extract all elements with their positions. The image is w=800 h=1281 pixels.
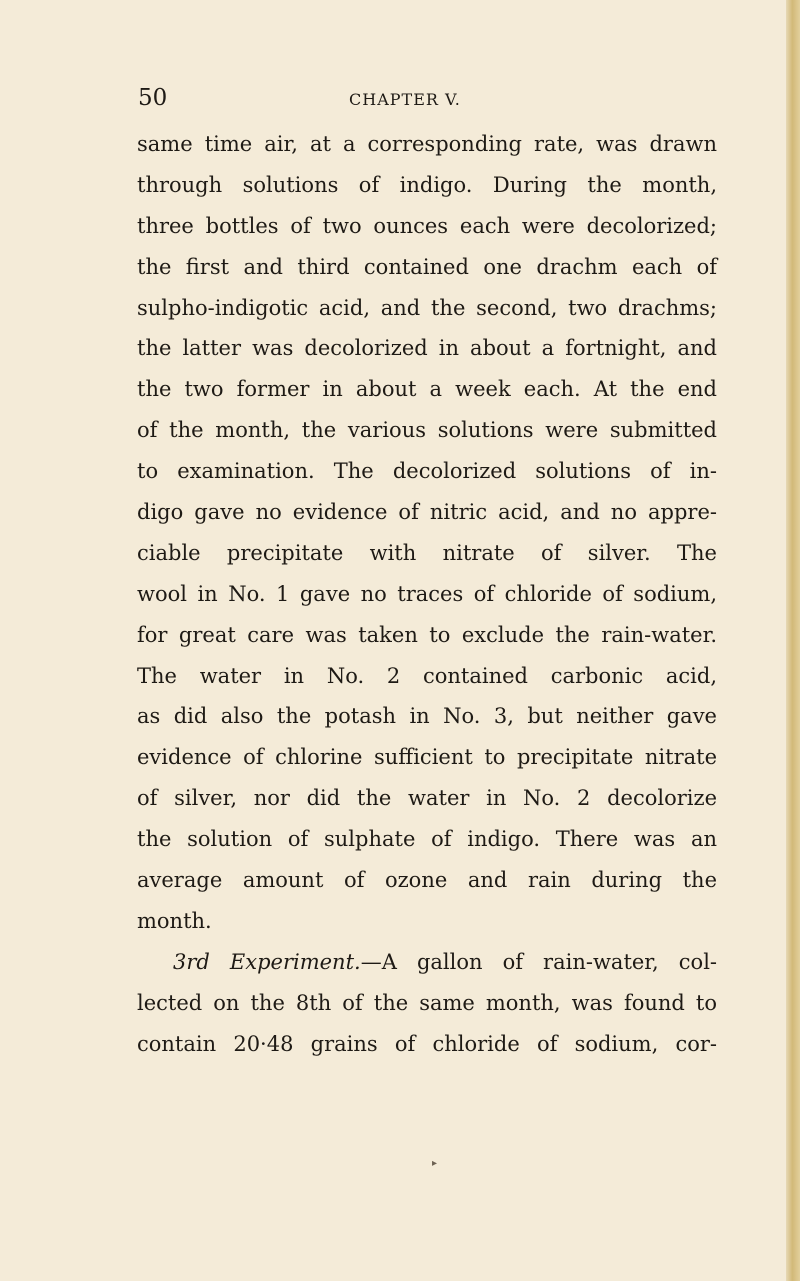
experiment-line	[137, 942, 717, 983]
page-number: 50	[138, 85, 168, 111]
text-line: month.	[137, 908, 212, 933]
text-line: digo gave no evidence of nitric acid, and no appre-	[137, 500, 717, 525]
text-line: the first and third contained one drachm each of	[137, 254, 717, 279]
text-line: sulpho-indigotic acid, and the second, two drachms;	[137, 295, 717, 320]
experiment-line-rest: —A gallon of rain-water, col-	[360, 949, 718, 974]
text-line: same time air, at a corresponding rate, was drawn	[137, 132, 717, 156]
text-line: average amount of ozone and rain during the	[137, 868, 717, 893]
experiment-heading: 3rd Experiment.	[173, 949, 361, 974]
text-line: ciable precipitate with nitrate of silver. The	[137, 540, 717, 565]
text-line: evidence of chlorine sufficient to precipitate nitrate	[137, 745, 717, 770]
text-line: the latter was decolorized in about a fortnight, and	[137, 336, 717, 361]
text-line: wool in No. 1 gave no traces of chloride of sodium,	[137, 581, 717, 606]
page-gutter-edge	[786, 0, 800, 1281]
text-line: through solutions of indigo. During the month,	[137, 172, 717, 197]
stray-print-mark: ▸	[432, 1158, 438, 1169]
text-line: The water in No. 2 contained carbonic acid,	[137, 663, 717, 688]
text-line: contain 20·48 grains of chloride of sodium, cor-	[137, 1031, 717, 1056]
text-line: the two former in about a week each. At the end	[137, 377, 717, 402]
text-line: as did also the potash in No. 3, but neither gave	[137, 704, 717, 729]
text-line: three bottles of two ounces each were decolorized;	[137, 213, 717, 238]
running-head: CHAPTER V.	[349, 90, 461, 109]
text-line: lected on the 8th of the same month, was found to	[137, 990, 717, 1015]
text-line: the solution of sulphate of indigo. There was an	[137, 827, 717, 852]
text-line: to examination. The decolorized solutions of in-	[137, 459, 717, 484]
text-line: of the month, the various solutions were submitted	[137, 418, 717, 443]
text-line: of silver, nor did the water in No. 2 decolorize	[137, 786, 717, 811]
text-line: for great care was taken to exclude the rain-water.	[137, 622, 717, 647]
body-text	[137, 124, 717, 1064]
